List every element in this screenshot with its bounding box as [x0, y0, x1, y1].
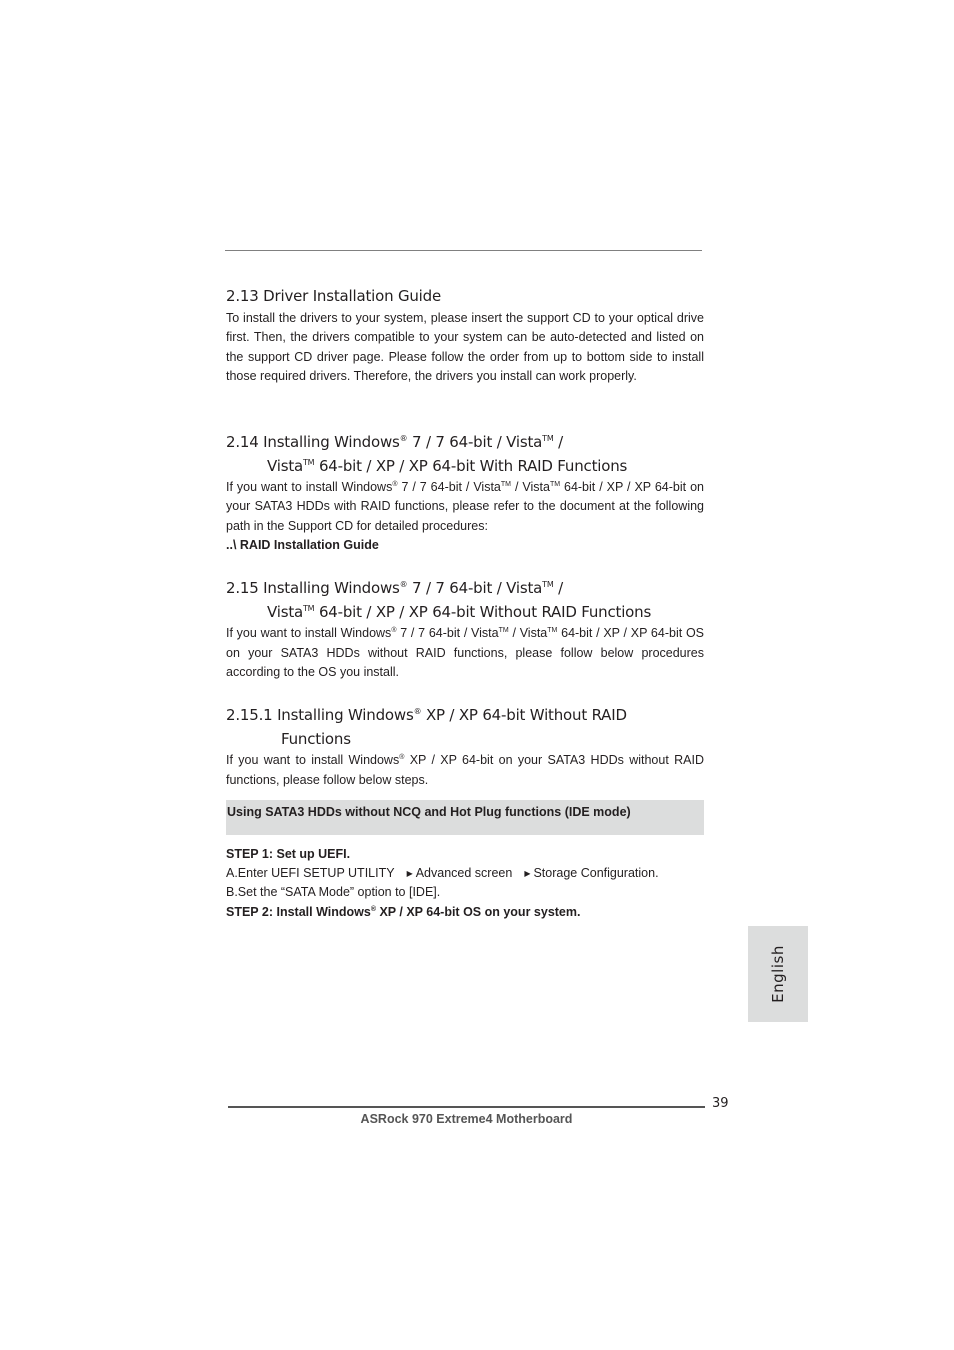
- section-2-14-heading: 2.14 Installing Windows® 7 / 7 64-bit / Vista™ / Vista™ 64-bit / XP / XP 64-bit With RAID Functions: [226, 433, 628, 476]
- section-2-13: [226, 284, 704, 386]
- steps-list: [226, 845, 704, 922]
- language-side-tab: [748, 926, 808, 1022]
- section-2-13-body: To install the drivers to your system, please insert the support CD to your optical drive first. Then, the drivers compatible to your system can be auto-detected and listed on the support CD driver page. Please follow the order from up to bottom side to install those required drivers. Therefore, the drivers you install can work properly.: [226, 311, 704, 383]
- section-2-15-1-body: If you want to install Windows® XP / XP 64-bit on your SATA3 HDDs without RAID functions, please follow below steps.: [226, 753, 704, 787]
- section-2-14: [226, 430, 704, 555]
- page-content: [226, 284, 704, 922]
- step-1-a: A.Enter UEFI SETUP UTILITY ▶ Advanced screen ▶ Storage Configuration.: [226, 864, 704, 883]
- step-1: STEP 1: Set up UEFI.: [226, 846, 351, 861]
- page-number: 39: [712, 1096, 729, 1111]
- section-2-15-1: [226, 703, 704, 790]
- footer-text: ASRock 970 Extreme4 Motherboard: [360, 1112, 573, 1126]
- section-2-15-heading: 2.15 Installing Windows® 7 / 7 64-bit / Vista™ / Vista™ 64-bit / XP / XP 64-bit Without RAID Functions: [226, 579, 652, 622]
- step-1-b: B.Set the “SATA Mode” option to [IDE].: [226, 885, 441, 900]
- arrow-right-icon: ▶: [406, 869, 413, 879]
- ide-mode-callout: [226, 800, 704, 835]
- section-2-15-1-heading: 2.15.1 Installing Windows® XP / XP 64-bit Without RAID Functions: [226, 706, 627, 749]
- ide-mode-callout-text: Using SATA3 HDDs without NCQ and Hot Plug functions (IDE mode): [227, 804, 631, 819]
- section-2-15: [226, 576, 704, 682]
- step-2: STEP 2: Install Windows® XP / XP 64-bit OS on your system.: [226, 904, 581, 919]
- language-label: English: [769, 945, 787, 1003]
- arrow-right-icon: ▶: [524, 869, 531, 879]
- section-2-15-body: If you want to install Windows® 7 / 7 64-bit / Vista™ / Vista™ 64-bit / XP / XP 64-bit OS on your SATA3 HDDs without RAID functions, please follow below procedures according to the OS you install.: [226, 626, 705, 679]
- top-rule: [225, 250, 702, 251]
- section-2-13-heading: 2.13 Driver Installation Guide: [226, 287, 441, 305]
- section-2-14-body: If you want to install Windows® 7 / 7 64-bit / Vista™ / Vista™ 64-bit / XP / XP 64-bit on your SATA3 HDDs with RAID functions, please refer to the document at the following path in the Support CD for detailed procedures:: [226, 480, 704, 533]
- raid-guide-path: ..\ RAID Installation Guide: [226, 538, 379, 553]
- footer-rule: [228, 1106, 705, 1108]
